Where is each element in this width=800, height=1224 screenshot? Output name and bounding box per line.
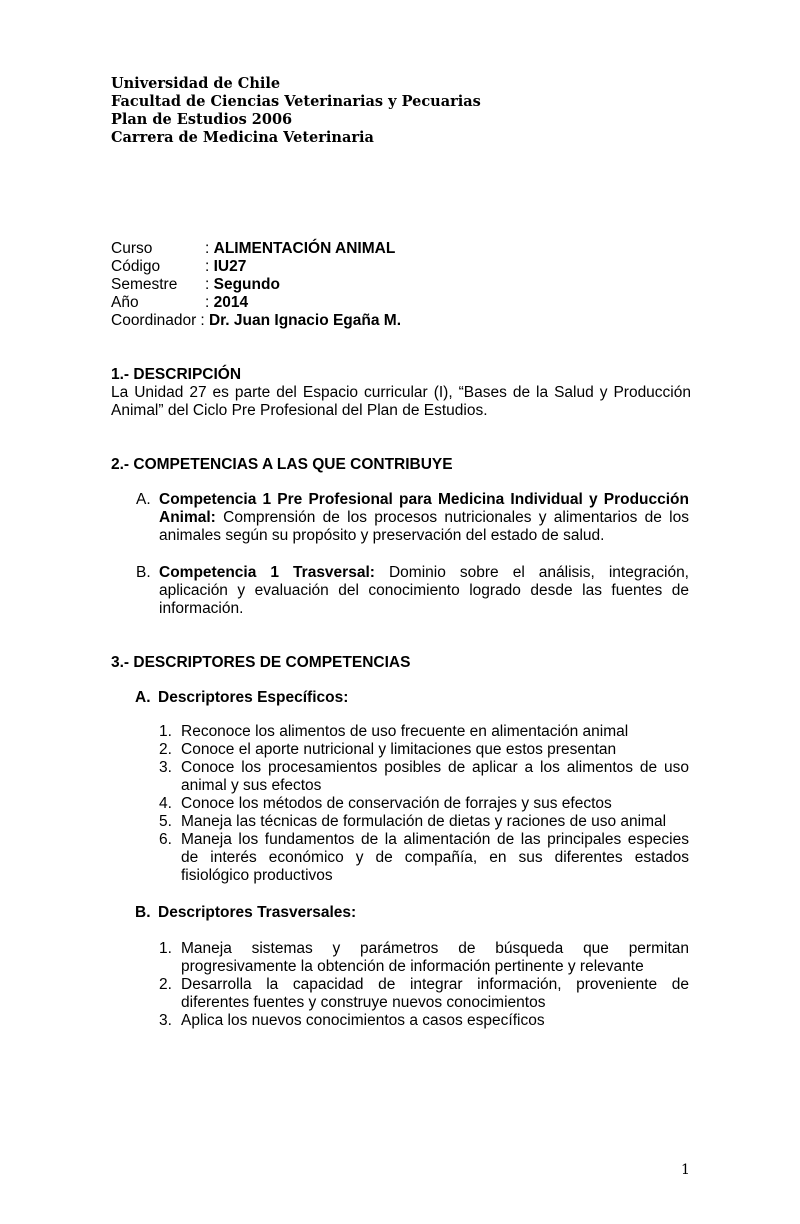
competency-b — [136, 564, 689, 618]
competency-a-text: Comprensión de los procesos nutricionales y alimentarios de los animales según su propósito y preservación del estado de salud. — [159, 509, 689, 544]
transversal-descriptors-list — [159, 940, 689, 1030]
list-item — [159, 795, 689, 813]
specific-descriptors-list — [159, 723, 689, 885]
university-name: Universidad de Chile — [111, 75, 281, 92]
course-row — [111, 240, 401, 258]
list-number: 1. — [159, 723, 172, 740]
course-value: ALIMENTACIÓN ANIMAL — [213, 240, 396, 257]
separator: : — [200, 312, 205, 329]
list-item — [159, 976, 689, 1012]
coordinator-value: Dr. Juan Ignacio Egaña M. — [208, 312, 402, 329]
list-item — [159, 759, 689, 795]
list-text: Conoce los procesamientos posibles de aplicar a los alimentos de uso animal y sus efectos — [181, 759, 689, 794]
section-2-title: 2.- COMPETENCIAS A LAS QUE CONTRIBUYE — [111, 456, 453, 473]
list-text: Maneja sistemas y parámetros de búsqueda que permitan progresivamente la obtención de información pertinente y relevante — [181, 940, 689, 975]
descriptors-transversal-label: Descriptores Trasversales: — [158, 904, 357, 921]
list-item — [159, 831, 689, 885]
separator: : — [205, 258, 210, 275]
separator: : — [205, 240, 210, 257]
list-item — [159, 1012, 689, 1030]
course-label: Curso — [111, 240, 153, 257]
list-number: 5. — [159, 813, 172, 830]
list-text: Conoce el aporte nutricional y limitaciones que estos presentan — [181, 741, 617, 758]
list-number: 2. — [159, 976, 172, 993]
list-number: 1. — [159, 940, 172, 957]
separator: : — [205, 294, 210, 311]
code-label: Código — [111, 258, 161, 275]
faculty-name: Facultad de Ciencias Veterinarias y Pecuarias — [111, 93, 481, 110]
list-text: Desarrolla la capacidad de integrar información, proveniente de diferentes fuentes y construye nuevos conocimientos — [181, 976, 689, 1011]
list-number: 2. — [159, 741, 172, 758]
list-item — [159, 813, 689, 831]
code-value: IU27 — [213, 258, 247, 275]
list-item — [159, 723, 689, 741]
section-1-title: 1.- DESCRIPCIÓN — [111, 366, 242, 383]
section-3-title: 3.- DESCRIPTORES DE COMPETENCIAS — [111, 654, 411, 671]
coordinator-row — [111, 312, 401, 330]
semester-label: Semestre — [111, 276, 178, 293]
descriptors-transversal-title — [135, 904, 356, 922]
list-item — [159, 940, 689, 976]
year-label: Año — [111, 294, 139, 311]
competency-b-title: Competencia 1 Trasversal: — [159, 564, 375, 581]
year-value: 2014 — [213, 294, 249, 311]
list-number: 4. — [159, 795, 172, 812]
list-text: Maneja las técnicas de formulación de dietas y raciones de uso animal — [181, 813, 667, 830]
semester-row — [111, 276, 401, 294]
code-row — [111, 258, 401, 276]
list-item — [159, 741, 689, 759]
list-text: Maneja los fundamentos de la alimentación de las principales especies de interés económico y de compañía, en sus diferentes estados fisiológico productivos — [181, 831, 689, 884]
career-name: Carrera de Medicina Veterinaria — [111, 129, 374, 146]
course-info — [111, 240, 401, 330]
competency-a — [136, 491, 689, 545]
competency-b-marker: B. — [136, 564, 151, 581]
study-plan: Plan de Estudios 2006 — [111, 111, 293, 128]
page-number: 1 — [681, 1162, 690, 1178]
list-text: Reconoce los alimentos de uso frecuente en alimentación animal — [181, 723, 629, 740]
list-text: Conoce los métodos de conservación de forrajes y sus efectos — [181, 795, 612, 812]
competency-b-text: Dominio sobre el análisis, integración, aplicación y evaluación del conocimiento logrado desde las fuentes de información. — [159, 564, 689, 617]
semester-value: Segundo — [213, 276, 280, 293]
list-number: 6. — [159, 831, 172, 848]
coordinator-label: Coordinador — [111, 312, 197, 329]
competency-a-title: Competencia 1 Pre Profesional para Medicina Individual y Producción Animal: — [159, 491, 689, 526]
document-header — [111, 75, 481, 147]
section-1-text: La Unidad 27 es parte del Espacio curricular (I), “Bases de la Salud y Producción Animal” del Ciclo Pre Profesional del Plan de Estudios. — [111, 384, 691, 419]
separator: : — [205, 276, 210, 293]
descriptors-specific-title — [135, 689, 348, 707]
descriptors-specific-marker: A. — [135, 689, 151, 706]
competency-a-marker: A. — [136, 491, 151, 508]
list-number: 3. — [159, 759, 172, 776]
descriptors-transversal-marker: B. — [135, 904, 151, 921]
year-row — [111, 294, 401, 312]
list-text: Aplica los nuevos conocimientos a casos específicos — [181, 1012, 545, 1029]
list-number: 3. — [159, 1012, 172, 1029]
descriptors-specific-label: Descriptores Específicos: — [158, 689, 349, 706]
